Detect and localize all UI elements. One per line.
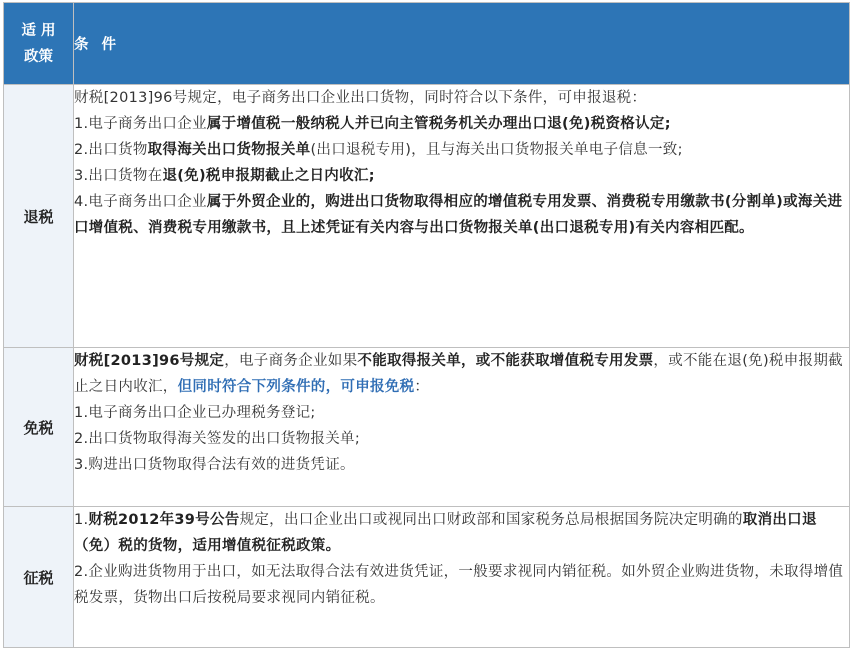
text: (出口退税专用)，且与海关出口货物报关单电子信息一致;	[310, 142, 683, 158]
bold-text: 取得海关出口货物报关单	[147, 142, 311, 158]
condition-line	[74, 163, 849, 189]
policy-name: 免税	[4, 348, 74, 507]
condition-line	[74, 400, 849, 426]
text: 2.出口货物	[74, 142, 148, 158]
text: 2.出口货物取得海关签发的出口货物报关单;	[74, 431, 361, 447]
bold-text: 退(免)税申报期截止之日内收汇;	[162, 168, 375, 184]
policy-conditions	[74, 85, 850, 348]
condition-line	[74, 137, 849, 163]
policy-conditions	[74, 348, 850, 507]
condition-line	[74, 559, 849, 611]
text: 1.电子商务出口企业已办理税务登记;	[74, 405, 316, 421]
bold-text: 属于外贸企业的，购进出口货物取得相应的增值税专用发票、消费税专用缴款书(分割单)或海关进口增值税、消费税专用缴款书，且上述凭证有关内容与出口货物报关单(出口退税专用)有关内容相匹配。	[74, 194, 843, 236]
condition-line	[74, 189, 849, 241]
table-row	[4, 507, 850, 648]
text: ，电子商务企业如果	[224, 353, 358, 369]
text: 财税[2013]96号规定，电子商务出口企业出口货物，同时符合以下条件，可申报退税：	[74, 90, 647, 106]
condition-line	[74, 111, 849, 137]
text: 1.	[74, 512, 89, 528]
highlight-text: 但同时符合下列条件的，可申报免税	[177, 379, 415, 395]
bold-text: 属于增值税一般纳税人并已向主管税务机关办理出口退(免)税资格认定;	[206, 116, 671, 132]
bold-text: 财税2012年39号公告	[88, 512, 240, 528]
text: 2.企业购进货物用于出口，如无法取得合法有效进货凭证，一般要求视同内销征税。如外贸企业购进货物，未取得增值税发票，货物出口后按税局要求视同内销征税。	[74, 564, 844, 606]
condition-line	[74, 426, 849, 452]
table-row	[4, 85, 850, 348]
table-row	[4, 348, 850, 507]
condition-line	[74, 348, 849, 400]
text: 1.电子商务出口企业	[74, 116, 207, 132]
bold-text: 不能取得报关单，或不能获取增值税专用发票	[357, 353, 654, 369]
condition-line	[74, 85, 849, 111]
policy-name: 退税	[4, 85, 74, 348]
text: 3.购进出口货物取得合法有效的进货凭证。	[74, 457, 355, 473]
policy-name: 征税	[4, 507, 74, 648]
text: ，或不能在退(免)税申报期截止之日内收汇，	[74, 353, 843, 395]
header-conditions: 条 件	[74, 3, 850, 85]
table-header-row	[4, 3, 850, 85]
header-policy-line1: 适 用	[21, 22, 56, 39]
text: 3.出口货物在	[74, 168, 163, 184]
policy-conditions	[74, 507, 850, 648]
condition-line	[74, 507, 849, 559]
text: 4.电子商务出口企业	[74, 194, 207, 210]
header-policy	[4, 3, 74, 85]
text: 规定，出口企业出口或视同出口财政部和国家税务总局根据国务院决定明确的	[239, 512, 743, 528]
header-policy-line2: 政策	[24, 48, 53, 65]
policy-conditions-table	[3, 2, 850, 648]
text: ：	[414, 379, 430, 395]
bold-text: 财税[2013]96号规定	[74, 353, 225, 369]
bold-text: 取消出口退（免）税的货物，适用增值税征税政策。	[74, 512, 817, 554]
condition-line	[74, 452, 849, 478]
